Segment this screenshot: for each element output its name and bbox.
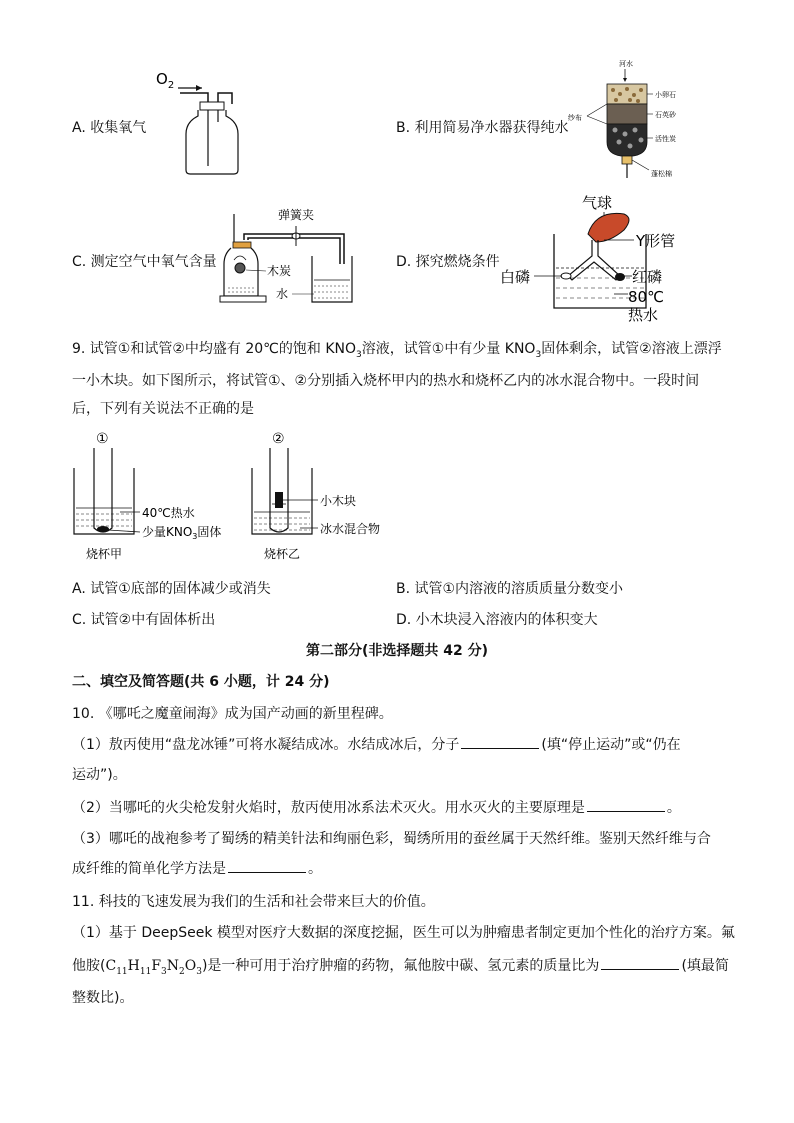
question-11-part-1-formula-line: 他胺$(C_{11}H_{11}F_3N_2O_3)$是一种可用于治疗肿瘤的药物，氟他胺中碳、氢元素的质量比为 (填最简 [72,955,729,983]
question-9-line-3: 后，下列有关说法不正确的是 [72,401,254,417]
tube-2-label: ② [272,431,285,447]
answer-blank[interactable] [461,734,539,749]
question-9-line-1: 9. 试管①和试管②中均盛有 20℃的饱和 $KNO_3$溶液，试管①中有少量 $KNO_3$固体剩余，试管②溶液上漂浮 [72,341,722,360]
q9-option-b: B. 试管①内溶液的溶质质量分数变小 [396,581,624,597]
option-b-label: B. 利用简易净水器获得纯水 [396,120,569,136]
q9-option-c: C. 试管②中有固体析出 [72,612,216,628]
oxygen-measurement-figure [216,202,356,308]
answer-blank[interactable] [587,797,665,812]
answer-blank[interactable] [601,955,679,970]
question-10-part-1: （1）敖丙使用“盘龙冰锤”可将水凝结成冰。水结成冰后，分子 (填“停止运动”或“仍在 [72,734,681,756]
hot-water-40-label: 40℃热水 [142,506,195,520]
question-9-line-2: 一小木块。如下图所示，将试管①、②分别插入烧杯甲内的热水和烧杯乙内的冰水混合物中。一段时间 [72,373,700,389]
gas-collection-bottle-figure [150,66,250,178]
question-10-part-1-cont: 运动”)。 [72,767,127,783]
answer-blank[interactable] [228,858,306,873]
y-tube-label: Y形管 [636,232,676,250]
hot-water-label: 热水 [628,306,659,324]
activated-carbon-label: 活性炭 [655,135,676,143]
spring-clip-label: 弹簧夹 [278,208,315,222]
q9-option-d: D. 小木块浸入溶液内的体积变大 [396,612,598,628]
quartz-sand-label: 石英砂 [655,111,676,119]
part-2-title: 第二部分(非选择题共 42 分) [305,643,489,659]
kno3-solid-label: 少量$KNO_3$固体 [142,525,222,541]
pebble-label: 小卵石 [655,91,676,99]
water-label: 水 [276,287,289,301]
q9-option-a: A. 试管①底部的固体减少或消失 [72,581,271,597]
question-11-part-1: （1）基于 DeepSeek 模型对医疗大数据的深度挖掘，医生可以为肿瘤患者制定更加个性化的治疗方案。氟 [72,925,735,941]
red-phosphorus-label: 红磷 [632,268,663,286]
flutamide-formula: $C_{11}H_{11}F_3N_2O_3$ [105,958,202,977]
o2-label: $O_2$ [156,70,175,91]
beaker-b-label: 烧杯乙 [264,547,301,561]
option-a-label: A. 收集氧气 [72,120,147,136]
option-d-label: D. 探究燃烧条件 [396,254,500,270]
beaker-a-label: 烧杯甲 [86,547,123,561]
option-c-label: C. 测定空气中氧气含量 [72,254,217,270]
tube-1-label: ① [96,431,109,447]
river-water-label: 河水 [619,60,633,68]
combustion-figure [500,190,700,324]
question-11-stem: 11. 科技的飞速发展为我们的生活和社会带来巨大的价值。 [72,894,435,910]
question-10-part-2: （2）当哪吒的火尖枪发射火焰时，敖丙使用冰系法术灭火。用水灭火的主要原理是 。 [72,797,681,819]
wood-block-label: 小木块 [320,494,357,508]
question-10-stem: 10. 《哪吒之魔童闹海》成为国产动画的新里程碑。 [72,706,393,722]
gauze-label: 纱布 [568,114,582,122]
section-2-title: 二、填空及简答题(共 6 小题，计 24 分) [72,674,330,690]
beaker-experiment-figure [70,428,400,564]
white-phosphorus-label: 白磷 [500,268,531,286]
charcoal-label: 木炭 [267,264,292,278]
balloon-label: 气球 [582,194,613,212]
question-10-part-3: （3）哪吒的战袍参考了蜀绣的精美针法和绚丽色彩，蜀绣所用的蚕丝属于天然纤维。鉴别天然纤维与合 [72,831,711,847]
question-10-part-3-cont: 成纤维的简单化学方法是 。 [72,858,322,880]
question-11-part-1-cont: 整数比)。 [72,990,134,1006]
ice-water-label: 冰水混合物 [320,522,381,536]
temperature-label: 80℃ [628,288,664,306]
water-purifier-figure [567,56,679,182]
cotton-label: 蓬松棉 [651,170,672,178]
